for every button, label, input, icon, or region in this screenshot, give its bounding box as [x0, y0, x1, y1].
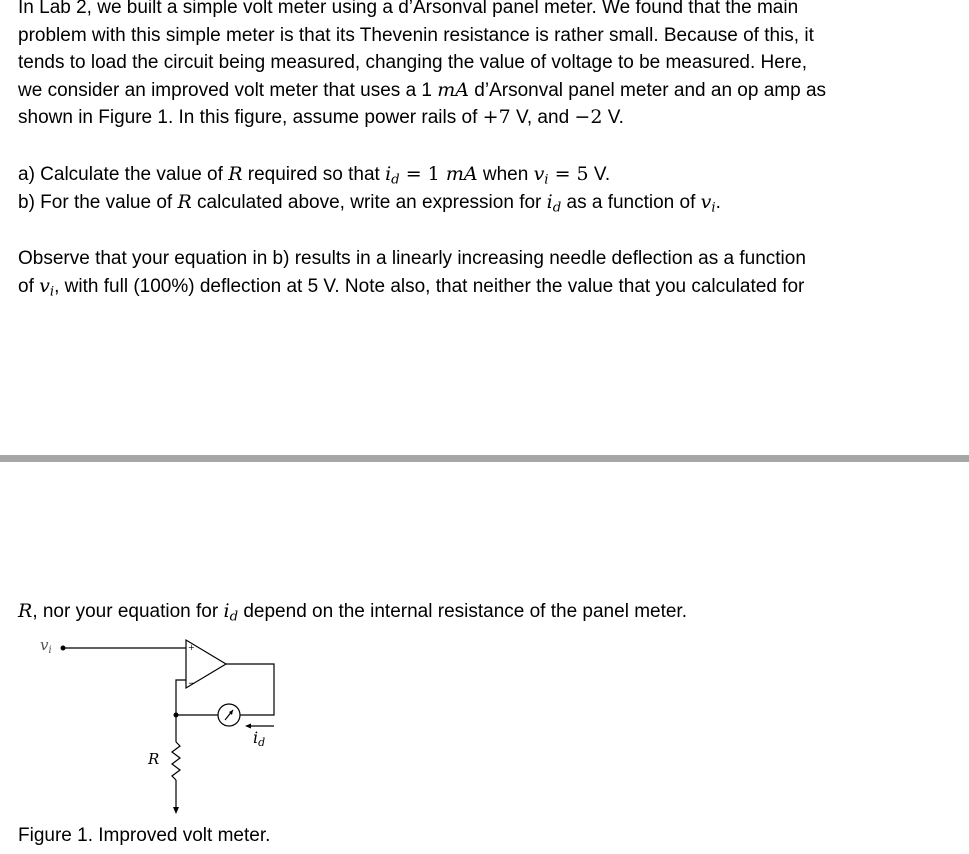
math-i: i: [385, 163, 392, 185]
math-sub-d: d: [391, 172, 400, 188]
observation-text: , with full (100%) deflection at 5 V. Note also, that neither the value that you calculated for: [54, 275, 805, 297]
math-eq: = 5: [548, 163, 589, 185]
intro-text: we consider an improved volt meter that uses a 1: [18, 79, 438, 101]
question-text: when: [477, 164, 534, 185]
intro-text: V.: [602, 107, 624, 128]
question-text: V.: [588, 164, 611, 185]
question-text: b) For the value of: [18, 191, 178, 213]
intro-text: V, and: [510, 107, 575, 128]
plus-label: +: [188, 643, 195, 652]
page-divider: [0, 455, 969, 462]
continuation-line: [18, 598, 963, 626]
math-i: i: [546, 190, 553, 213]
resistor-symbol: [172, 742, 180, 780]
unit-ma: mA: [437, 78, 470, 101]
question-text: required so that: [242, 164, 386, 185]
observation-text: of: [18, 275, 40, 297]
intro-line-2: problem with this simple meter is that its Thevenin resistance is rather small. Because of this, it: [18, 24, 814, 46]
intro-text: shown in Figure 1. In this figure, assume power rails of: [18, 107, 483, 128]
figure-caption: Figure 1. Improved volt meter.: [18, 825, 271, 846]
question-text: .: [715, 191, 721, 213]
meter-needle-icon: [225, 710, 233, 720]
intro-line-3: tends to load the circuit being measured, changing the value of voltage to be measured. Here,: [18, 52, 807, 73]
math-sub-d: d: [552, 200, 562, 216]
input-terminal: [61, 646, 66, 651]
math-R: R: [18, 600, 33, 622]
math-v: v: [533, 163, 545, 185]
continuation-text: , nor your equation for: [32, 601, 224, 622]
question-a: [18, 161, 963, 189]
continuation-text: depend on the internal resistance of the panel meter.: [238, 601, 687, 622]
math-i: i: [223, 600, 230, 622]
ground-arrow-head: [173, 807, 179, 814]
output-wire: [226, 664, 274, 715]
rail-positive: +7: [482, 106, 511, 128]
question-b: [18, 189, 963, 217]
intro-text: d’Arsonval panel meter and an op amp as: [469, 79, 827, 101]
rail-negative: −2: [574, 106, 603, 128]
questions: [18, 161, 963, 216]
vi-label: $v_i$: [40, 636, 52, 656]
question-text: calculated above, write an expression for: [191, 191, 547, 213]
intro-paragraph: [18, 0, 963, 132]
intro-line-5: [18, 104, 963, 132]
observation-line-2: [18, 273, 963, 301]
math-sub-d: d: [229, 609, 239, 625]
math-sub-i: i: [49, 284, 55, 300]
minus-label: −: [188, 679, 196, 689]
math-v: v: [700, 190, 712, 213]
feedback-wire: [176, 680, 186, 742]
observation-line-1: Observe that your equation in b) results in a linearly increasing needle deflection as a function: [18, 248, 806, 269]
circuit-diagram: [0, 630, 320, 820]
math-eq: = 1: [399, 163, 446, 185]
unit-ma: mA: [445, 163, 478, 185]
question-text: a) Calculate the value of: [18, 164, 229, 185]
math-R: R: [177, 190, 192, 213]
math-sub-i: i: [711, 200, 716, 216]
observation-paragraph: [18, 245, 963, 300]
math-R: R: [228, 163, 243, 185]
question-text: as a function of: [561, 191, 701, 213]
intro-line-1: In Lab 2, we built a simple volt meter using a d’Arsonval panel meter. We found that the main: [18, 0, 799, 18]
intro-line-4: [18, 77, 963, 105]
id-label: id: [253, 728, 266, 749]
math-sub-i: i: [544, 172, 549, 188]
current-arrow-head: [245, 724, 251, 729]
math-v: v: [39, 274, 50, 297]
junction-node: [174, 713, 179, 718]
resistor-label: R: [148, 750, 160, 768]
continuation-paragraph: [18, 598, 963, 626]
